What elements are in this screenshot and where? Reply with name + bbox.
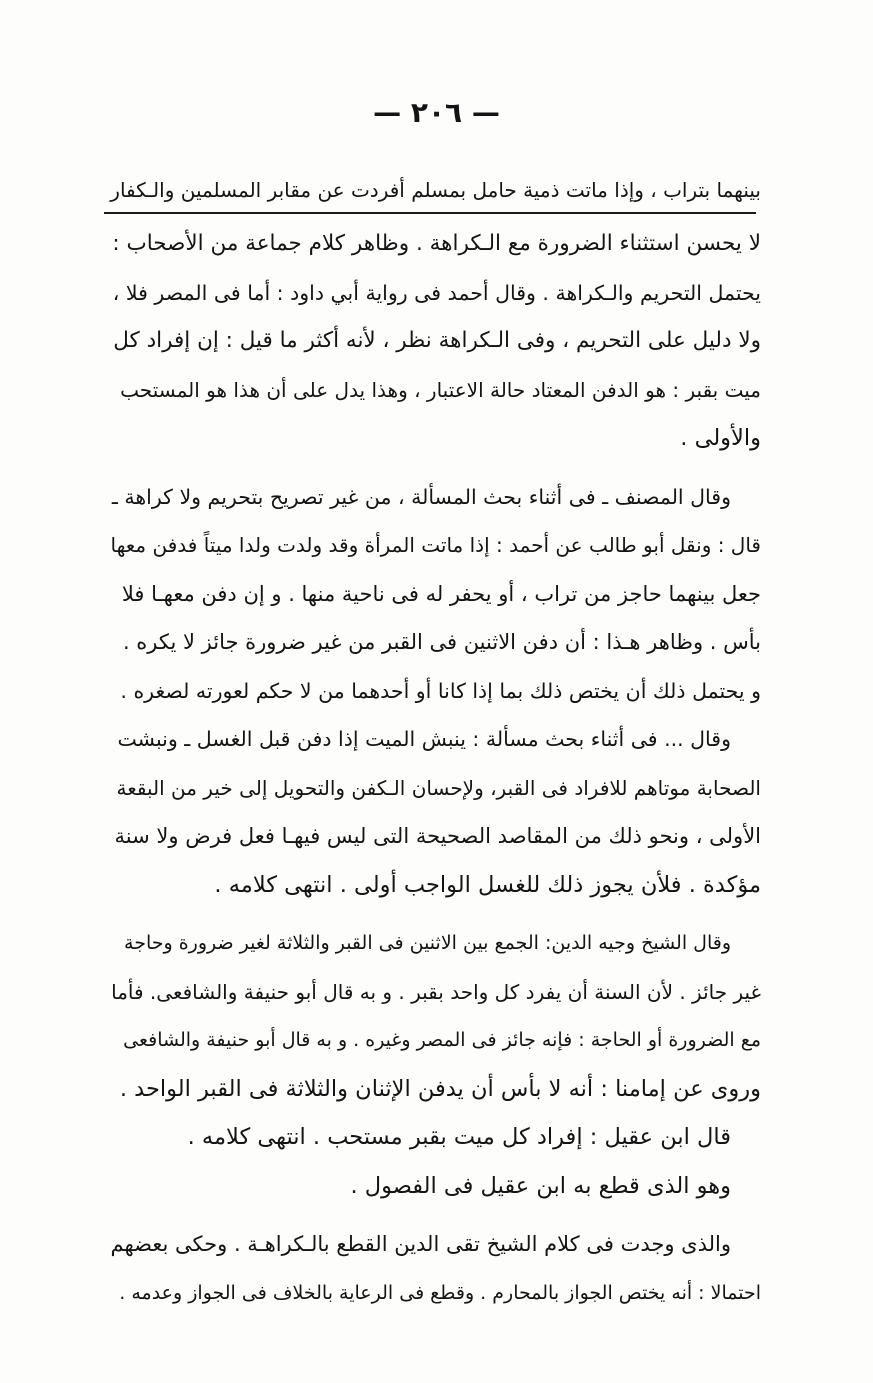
text-line: بأس . وظاهر هـذا : أن دفن الاثنين فى القبر من غير ضرورة جائز لا يكره . [122, 630, 761, 654]
text-line: والأولى . [680, 425, 761, 451]
page-number: — ٢٠٦ — [373, 96, 500, 129]
text-line: قال : ونقل أبو طالب عن أحمد : إذا ماتت المرأة وقد ولدت ولدا ميتاً فدفن معها [110, 533, 761, 557]
header-rule [104, 212, 756, 214]
paragraph-start-line: وقال المصنف ـ فى أثناء بحث المسألة ، من غير تصريح بتحريم ولا كراهة ـ [111, 484, 731, 509]
text-line: لا يحسن استثناء الضرورة مع الـكراهة . وظاهر كلام جماعة من الأصحاب : [112, 231, 761, 256]
paragraph-start-line: قال ابن عقيل : إفراد كل ميت بقبر مستحب . انتهى كلامه . [187, 1124, 731, 1150]
continued-line: بينهما بتراب ، وإذا ماتت ذمية حامل بمسلم أفردت عن مقابر المسلمين والـكفار [110, 178, 761, 202]
text-line: جعل بينهما حاجز من تراب ، أو يحفر له فى ناحية منها . و إن دفن معهـا فلا [121, 581, 761, 606]
paragraph-start-line: وقال ... فى أثناء بحث مسألة : ينبش الميت إذا دفن قبل الغسل ـ ونبشت [117, 727, 731, 751]
text-line: الصحابة موتاهم للافراد فى القبر، ولإحسان الـكفن والتحويل إلى خير من البقعة [116, 775, 761, 800]
text-line: مؤكدة . فلأن يجوز ذلك للغسل الواجب أولى . انتهى كلامه . [214, 871, 761, 898]
text-line: مع الضرورة أو الحاجة : فإنه جائز فى المصر وغيره . و به قال أبو حنيفة والشافعى [123, 1029, 761, 1051]
text-line: غير جائز . لأن السنة أن يفرد كل واحد بقبر . و به قال أبو حنيفة والشافعى. فأما [111, 979, 761, 1004]
paragraph-start-line: وقال الشيخ وجيه الدين: الجمع بين الاثنين فى القبر والثلاثة لغير ضرورة وحاجة [124, 932, 731, 954]
paragraph-start-line: والذى وجدت فى كلام الشيخ تقى الدين القطع بالـكراهـة . وحكى بعضهم [110, 1232, 731, 1256]
text-line: الأولى ، ونحو ذلك من المقاصد الصحيحة التى ليس فيهـا فعل فرض ولا سنة [114, 824, 761, 848]
body-text [111, 220, 761, 1317]
text-line: و يحتمل ذلك أن يختص ذلك بما إذا كانا أو أحدهما من لا حكم لعورته لصغره . [120, 678, 761, 703]
text-line: ولا دليل على التحريم ، وفى الـكراهة نظر ، لأنه أكثر ما قيل : إن إفراد كل [113, 328, 761, 353]
text-line: وروى عن إمامنا : أنه لا بأس أن يدفن الإثنان والثلاثة فى القبر الواحد . [119, 1075, 761, 1102]
text-line: يحتمل التحريم والـكراهة . وقال أحمد فى رواية أبي داود : أما فى المصر فلا ، [112, 280, 761, 305]
text-line: ميت بقبر : هو الدفن المعتاد حالة الاعتبار ، وهذا يدل على أن هذا هو المستحب [120, 377, 761, 402]
paragraph-start-line: وهو الذى قطع به ابن عقيل فى الفصول . [350, 1172, 731, 1199]
text-line: احتمالا : أنه يختص الجواز بالمحارم . وقطع فى الرعاية بالخلاف فى الجواز وعدمه . [119, 1281, 761, 1304]
